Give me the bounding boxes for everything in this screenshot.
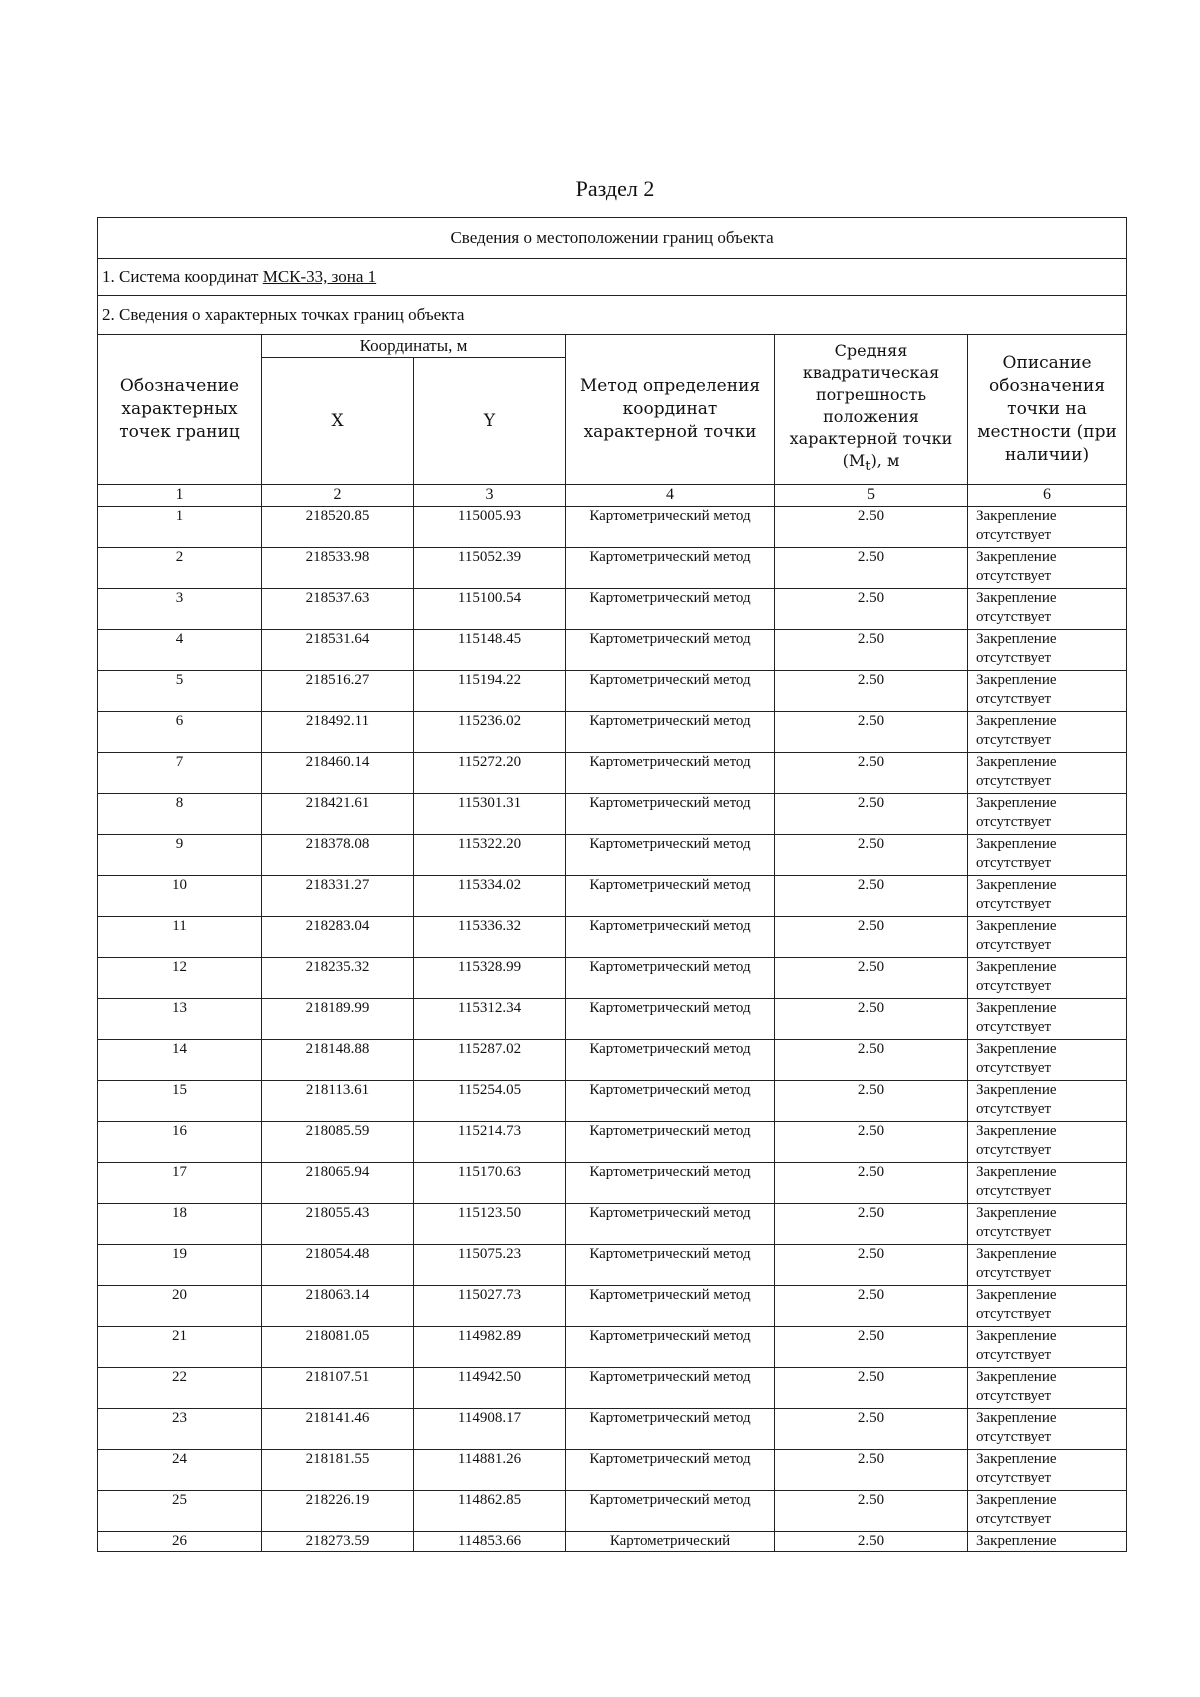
point-number: 8 — [98, 794, 262, 835]
table-row — [98, 507, 1127, 548]
column-number: 3 — [414, 485, 566, 507]
error-cell: 2.50 — [775, 1491, 968, 1532]
error-cell: 2.50 — [775, 1286, 968, 1327]
header-point-designation: Обозначение характерных точек границ — [98, 335, 262, 485]
description-cell: Закрепление отсутствует — [968, 507, 1127, 548]
point-number: 26 — [98, 1532, 262, 1552]
table-row — [98, 835, 1127, 876]
description-cell: Закрепление отсутствует — [968, 876, 1127, 917]
description-cell: Закрепление отсутствует — [968, 1245, 1127, 1286]
table-caption: Сведения о местоположении границ объекта — [98, 218, 1127, 259]
boundary-points-table — [97, 217, 1127, 1552]
column-number: 4 — [566, 485, 775, 507]
table-row — [98, 1122, 1127, 1163]
error-cell: 2.50 — [775, 507, 968, 548]
coord-x: 218537.63 — [262, 589, 414, 630]
point-number: 4 — [98, 630, 262, 671]
coord-y: 115272.20 — [414, 753, 566, 794]
description-cell: Закрепление отсутствует — [968, 917, 1127, 958]
coord-x: 218081.05 — [262, 1327, 414, 1368]
coord-x: 218421.61 — [262, 794, 414, 835]
coord-y: 115334.02 — [414, 876, 566, 917]
method-cell: Картометрический метод — [566, 1040, 775, 1081]
coord-x: 218055.43 — [262, 1204, 414, 1245]
method-cell: Картометрический метод — [566, 630, 775, 671]
table-row — [98, 1532, 1127, 1552]
description-cell: Закрепление отсутствует — [968, 548, 1127, 589]
method-cell: Картометрический метод — [566, 1327, 775, 1368]
coord-y: 115194.22 — [414, 671, 566, 712]
coord-x: 218065.94 — [262, 1163, 414, 1204]
description-cell: Закрепление отсутствует — [968, 1409, 1127, 1450]
method-cell: Картометрический метод — [566, 548, 775, 589]
table-row — [98, 1163, 1127, 1204]
description-cell: Закрепление отсутствует — [968, 999, 1127, 1040]
coord-x: 218516.27 — [262, 671, 414, 712]
method-cell: Картометрический метод — [566, 1081, 775, 1122]
coord-x: 218181.55 — [262, 1450, 414, 1491]
description-cell: Закрепление отсутствует — [968, 630, 1127, 671]
coord-y: 115336.32 — [414, 917, 566, 958]
table-row — [98, 958, 1127, 999]
coord-x: 218235.32 — [262, 958, 414, 999]
coord-y: 114853.66 — [414, 1532, 566, 1552]
coord-x: 218533.98 — [262, 548, 414, 589]
coord-y: 115148.45 — [414, 630, 566, 671]
description-cell: Закрепление отсутствует — [968, 712, 1127, 753]
point-number: 23 — [98, 1409, 262, 1450]
error-cell: 2.50 — [775, 1122, 968, 1163]
point-number: 20 — [98, 1286, 262, 1327]
point-number: 24 — [98, 1450, 262, 1491]
error-cell: 2.50 — [775, 548, 968, 589]
table-row — [98, 917, 1127, 958]
coord-x: 218189.99 — [262, 999, 414, 1040]
table-row — [98, 1081, 1127, 1122]
error-cell: 2.50 — [775, 630, 968, 671]
coordinate-system-value: МСК-33, зона 1 — [262, 267, 377, 286]
table-row — [98, 712, 1127, 753]
point-number: 18 — [98, 1204, 262, 1245]
description-cell: Закрепление отсутствует — [968, 753, 1127, 794]
point-number: 22 — [98, 1368, 262, 1409]
coord-y: 115254.05 — [414, 1081, 566, 1122]
section-title: Раздел 2 — [575, 176, 655, 201]
error-cell: 2.50 — [775, 999, 968, 1040]
coordinate-system-label: 1. Система координат — [102, 267, 263, 286]
coord-y: 114982.89 — [414, 1327, 566, 1368]
table-row — [98, 1040, 1127, 1081]
point-number: 19 — [98, 1245, 262, 1286]
header-description: Описание обозначения точки на местности (при наличии) — [968, 335, 1127, 485]
method-cell: Картометрический метод — [566, 794, 775, 835]
method-cell: Картометрический метод — [566, 507, 775, 548]
header-y: Y — [414, 358, 566, 485]
coord-y: 115214.73 — [414, 1122, 566, 1163]
column-number: 2 — [262, 485, 414, 507]
coord-x: 218378.08 — [262, 835, 414, 876]
table-row — [98, 1368, 1127, 1409]
point-number: 10 — [98, 876, 262, 917]
coord-y: 114942.50 — [414, 1368, 566, 1409]
coord-x: 218113.61 — [262, 1081, 414, 1122]
coord-y: 115052.39 — [414, 548, 566, 589]
error-cell: 2.50 — [775, 794, 968, 835]
table-row — [98, 1450, 1127, 1491]
error-cell: 2.50 — [775, 1040, 968, 1081]
description-cell: Закрепление отсутствует — [968, 1040, 1127, 1081]
column-number-row — [98, 485, 1127, 507]
description-cell: Закрепление отсутствует — [968, 1163, 1127, 1204]
method-cell: Картометрический метод — [566, 1286, 775, 1327]
method-cell: Картометрический метод — [566, 712, 775, 753]
method-cell: Картометрический метод — [566, 1122, 775, 1163]
method-cell: Картометрический — [566, 1532, 775, 1552]
point-number: 25 — [98, 1491, 262, 1532]
point-number: 13 — [98, 999, 262, 1040]
error-cell: 2.50 — [775, 753, 968, 794]
coord-x: 218460.14 — [262, 753, 414, 794]
column-number: 1 — [98, 485, 262, 507]
point-number: 5 — [98, 671, 262, 712]
method-cell: Картометрический метод — [566, 876, 775, 917]
point-number: 6 — [98, 712, 262, 753]
table-row — [98, 1409, 1127, 1450]
coord-x: 218492.11 — [262, 712, 414, 753]
header-mean-error-unit-open: (M — [842, 451, 866, 471]
description-cell: Закрепление отсутствует — [968, 1491, 1127, 1532]
method-cell: Картометрический метод — [566, 753, 775, 794]
error-cell: 2.50 — [775, 1450, 968, 1491]
point-number: 21 — [98, 1327, 262, 1368]
error-cell: 2.50 — [775, 1204, 968, 1245]
coord-y: 115005.93 — [414, 507, 566, 548]
error-cell: 2.50 — [775, 712, 968, 753]
description-cell: Закрепление отсутствует — [968, 835, 1127, 876]
header-mean-error-text: Средняя квадратическая погрешность положения характерной точки — [789, 341, 953, 449]
description-cell: Закрепление отсутствует — [968, 1327, 1127, 1368]
method-cell: Картометрический метод — [566, 835, 775, 876]
error-cell: 2.50 — [775, 1245, 968, 1286]
coord-y: 115287.02 — [414, 1040, 566, 1081]
coord-x: 218054.48 — [262, 1245, 414, 1286]
point-number: 3 — [98, 589, 262, 630]
description-cell: Закрепление отсутствует — [968, 958, 1127, 999]
coord-x: 218331.27 — [262, 876, 414, 917]
error-cell: 2.50 — [775, 1368, 968, 1409]
method-cell: Картометрический метод — [566, 671, 775, 712]
coord-y: 115100.54 — [414, 589, 566, 630]
error-cell: 2.50 — [775, 1081, 968, 1122]
description-cell: Закрепление отсутствует — [968, 1081, 1127, 1122]
coord-y: 115328.99 — [414, 958, 566, 999]
table-row — [98, 1491, 1127, 1532]
method-cell: Картометрический метод — [566, 589, 775, 630]
point-number: 11 — [98, 917, 262, 958]
coord-x: 218283.04 — [262, 917, 414, 958]
error-cell: 2.50 — [775, 1532, 968, 1552]
method-cell: Картометрический метод — [566, 958, 775, 999]
table-row — [98, 1245, 1127, 1286]
coord-x: 218063.14 — [262, 1286, 414, 1327]
table-row — [98, 589, 1127, 630]
error-cell: 2.50 — [775, 1327, 968, 1368]
table-row — [98, 548, 1127, 589]
point-number: 1 — [98, 507, 262, 548]
header-mean-error-unit-sub: t — [865, 459, 871, 475]
coord-x: 218085.59 — [262, 1122, 414, 1163]
point-number: 7 — [98, 753, 262, 794]
error-cell: 2.50 — [775, 1163, 968, 1204]
coord-x: 218226.19 — [262, 1491, 414, 1532]
description-cell: Закрепление отсутствует — [968, 1122, 1127, 1163]
table-row — [98, 1327, 1127, 1368]
coord-x: 218273.59 — [262, 1532, 414, 1552]
point-number: 2 — [98, 548, 262, 589]
point-number: 14 — [98, 1040, 262, 1081]
coord-y: 115236.02 — [414, 712, 566, 753]
error-cell: 2.50 — [775, 876, 968, 917]
column-number: 5 — [775, 485, 968, 507]
point-number: 9 — [98, 835, 262, 876]
error-cell: 2.50 — [775, 1409, 968, 1450]
table-row — [98, 630, 1127, 671]
coord-y: 115312.34 — [414, 999, 566, 1040]
description-cell: Закрепление отсутствует — [968, 671, 1127, 712]
table-row — [98, 753, 1127, 794]
coordinate-system-row — [98, 259, 1127, 296]
coord-x: 218520.85 — [262, 507, 414, 548]
table-row — [98, 876, 1127, 917]
point-number: 12 — [98, 958, 262, 999]
error-cell: 2.50 — [775, 958, 968, 999]
method-cell: Картометрический метод — [566, 1450, 775, 1491]
coord-x: 218531.64 — [262, 630, 414, 671]
header-mean-error-unit-close: ), м — [870, 451, 900, 471]
table-row — [98, 794, 1127, 835]
error-cell: 2.50 — [775, 917, 968, 958]
error-cell: 2.50 — [775, 589, 968, 630]
coord-y: 115123.50 — [414, 1204, 566, 1245]
description-cell: Закрепление отсутствует — [968, 589, 1127, 630]
point-number: 17 — [98, 1163, 262, 1204]
description-cell: Закрепление отсутствует — [968, 794, 1127, 835]
coord-y: 114862.85 — [414, 1491, 566, 1532]
description-cell: Закрепление отсутствует — [968, 1368, 1127, 1409]
header-x: X — [262, 358, 414, 485]
coord-x: 218141.46 — [262, 1409, 414, 1450]
point-number: 16 — [98, 1122, 262, 1163]
coord-y: 115322.20 — [414, 835, 566, 876]
method-cell: Картометрический метод — [566, 917, 775, 958]
points-heading: 2. Сведения о характерных точках границ объекта — [98, 296, 1127, 335]
coord-y: 114908.17 — [414, 1409, 566, 1450]
method-cell: Картометрический метод — [566, 1245, 775, 1286]
coord-y: 115075.23 — [414, 1245, 566, 1286]
method-cell: Картометрический метод — [566, 999, 775, 1040]
description-cell: Закрепление — [968, 1532, 1127, 1552]
error-cell: 2.50 — [775, 671, 968, 712]
description-cell: Закрепление отсутствует — [968, 1204, 1127, 1245]
table-row — [98, 999, 1127, 1040]
coord-x: 218107.51 — [262, 1368, 414, 1409]
method-cell: Картометрический метод — [566, 1409, 775, 1450]
header-mean-error — [775, 335, 968, 485]
description-cell: Закрепление отсутствует — [968, 1286, 1127, 1327]
table-row — [98, 1286, 1127, 1327]
error-cell: 2.50 — [775, 835, 968, 876]
table-row — [98, 671, 1127, 712]
method-cell: Картометрический метод — [566, 1491, 775, 1532]
description-cell: Закрепление отсутствует — [968, 1450, 1127, 1491]
coord-x: 218148.88 — [262, 1040, 414, 1081]
table-row — [98, 1204, 1127, 1245]
coord-y: 115170.63 — [414, 1163, 566, 1204]
coord-y: 115301.31 — [414, 794, 566, 835]
coord-y: 114881.26 — [414, 1450, 566, 1491]
method-cell: Картометрический метод — [566, 1204, 775, 1245]
point-number: 15 — [98, 1081, 262, 1122]
method-cell: Картометрический метод — [566, 1368, 775, 1409]
coord-y: 115027.73 — [414, 1286, 566, 1327]
column-number: 6 — [968, 485, 1127, 507]
header-method: Метод определения координат характерной точки — [566, 335, 775, 485]
header-coordinates: Координаты, м — [262, 335, 566, 358]
method-cell: Картометрический метод — [566, 1163, 775, 1204]
